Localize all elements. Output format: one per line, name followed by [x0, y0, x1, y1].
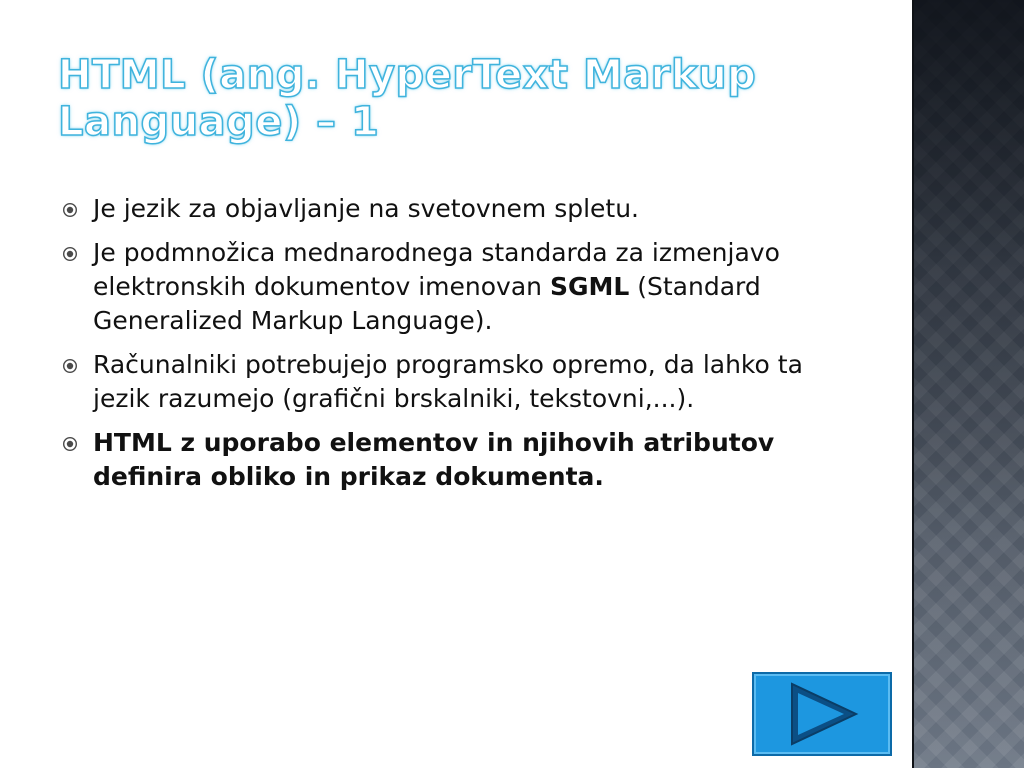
bullet-item — [62, 192, 862, 226]
bullet-list — [62, 192, 862, 504]
slide-title — [58, 52, 898, 146]
bullet-item — [62, 348, 862, 416]
bullet-text: Je podmnožica mednarodnega standarda za izmenjavo elektronskih dokumentov imenovan — [93, 238, 780, 301]
circle-dot-icon — [62, 246, 78, 262]
bullet-text-bold: HTML z uporabo elementov in njihovih atributov definira obliko in prikaz dokumenta. — [93, 428, 775, 491]
slide-title-line-1: HTML (ang. HyperText Markup — [58, 52, 757, 98]
play-arrow-icon — [754, 674, 890, 754]
bullet-text-bold: SGML — [549, 272, 630, 301]
slide-title-line-2: Language) – 1 — [58, 99, 380, 145]
bullet-item — [62, 236, 862, 338]
circle-dot-icon — [62, 358, 78, 374]
bullet-text: Računalniki potrebujejo programsko opremo, da lahko ta jezik razumejo (grafični brskalniki, tekstovni,...). — [93, 350, 803, 413]
bullet-text: (Standard Generalized Markup Language). — [93, 272, 761, 335]
circle-dot-icon — [62, 202, 78, 218]
side-decoration-panel — [912, 0, 1024, 768]
bullet-item — [62, 426, 862, 494]
circle-dot-icon — [62, 436, 78, 452]
bullet-text: Je jezik za objavljanje na svetovnem spletu. — [93, 194, 640, 223]
next-slide-button[interactable] — [752, 672, 892, 756]
